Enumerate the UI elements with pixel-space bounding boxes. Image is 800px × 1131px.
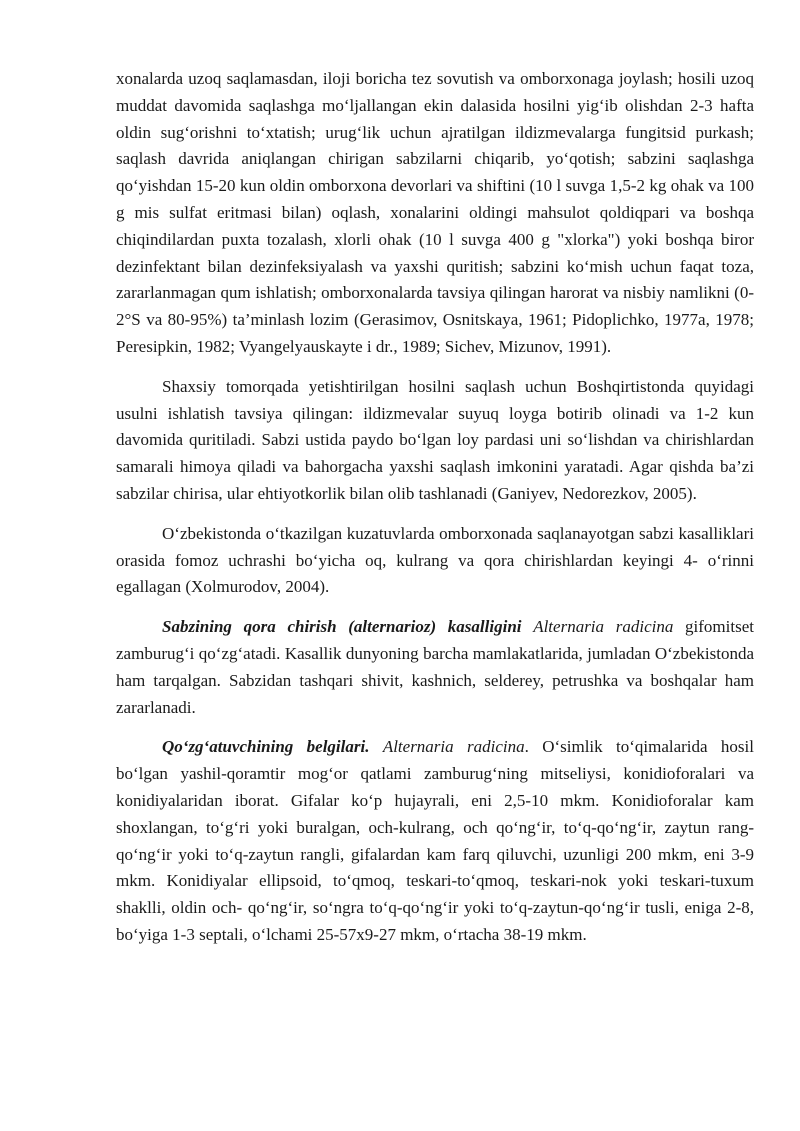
- pathogen-features-heading: Qo‘zg‘atuvchining belgilari.: [162, 737, 370, 757]
- document-page: [116, 66, 754, 962]
- paragraph-pathogen-features: [116, 734, 754, 948]
- pathogen-features-text: . O‘simlik to‘qimalarida hosil bo‘lgan yashil-qoramtir mog‘or qatlami zamburug‘ning mitseliysi, konidioforalari va konidiyalaridan iborat. Gifalar ko‘p hujayrali, eni 2,5-10 mkm. Konidioforalar kam shoxlangan, to‘g‘ri yoki buralgan, och-kulrang, och qo‘ng‘ir, to‘q-qo‘ng‘ir, zaytun rang-qo‘ng‘ir yoki to‘q-zaytun rangli, gifalardan kam farq qiluvchi, uzunligi 200 mkm, eni 3-9 mkm. Konidiyalar ellipsoid, to‘qmoq, teskari-to‘qmoq, teskari-nok yoki teskari-tuxum shaklli, oldin och- qo‘ng‘ir, so‘ngra to‘q-qo‘ng‘ir yoki to‘q-zaytun-qo‘ng‘ir tusli, eniga 2-8, bo‘yiga 1-3 septali, o‘lchami 25-57x9-27 mkm, o‘rtacha 38-19 mkm.: [116, 737, 754, 944]
- paragraph-black-rot: [116, 614, 754, 721]
- black-rot-latin-name: Alternaria radicina: [533, 617, 674, 637]
- paragraph-bashkortostan-method: Shaxsiy tomorqada yetishtirilgan hosilni saqlash uchun Boshqirtistonda quyidagi usulni ishlatish tavsiya qilingan: ildizmevalar suyuq loyga botirib olinadi va 1-2 kun davomida quritiladi. Sabzi ustida paydo bo‘lgan loy pardasi uni so‘lishdan va chirishlardan samarali himoya qiladi va bahorgacha yaxshi saqlash imkonini yaratadi. Agar qishda ba’zi sabzilar chirisa, ular ehtiyotkorlik bilan olib tashlanadi (Ganiyev, Nedorezkov, 2005).: [116, 376, 754, 503]
- paragraph-storage-measures: xonalarda uzoq saqlamasdan, iloji boricha tez sovutish va omborxonaga joylash; hosili uzoq muddat davomida saqlashga mo‘ljallangan ekin dalasida hosilni yig‘ib olishdan 2-3 hafta oldin sug‘orishni to‘xtatish; urug‘lik uchun ajratilgan ildizmevalarga fungitsid purkash; saqlash davrida aniqlangan chirigan sabzilarni chiqarib, yo‘qotish; sabzini saqlashga qo‘yishdan 15-20 kun oldin omborxona devorlari va shiftini (10 l suvga 1,5-2 kg ohak va 100 g mis sulfat eritmasi bilan) oqlash, xonalarini oldingi mahsulot qoldiqpari va boshqa chiqindilardan puxta tozalash, xlorli ohak (10 l suvga 400 g "xlorka") yoki boshqa biror dezinfektant bilan dezinfeksiyalash va yaxshi quritish; sabzini ko‘mish uchun faqat toza, zararlanmagan qum ishlatish; omborxonalarda tavsiya qilingan harorat va nisbiy namlikni (0-2°S va 80-95%) ta’minlash lozim (Gerasimov, Osnitskaya, 1961; Pidoplichko, 1977a, 1978; Peresipkin, 1982; Vyangelyauskayte i dr., 1989; Sichev, Mizunov, 1991).: [116, 69, 754, 356]
- paragraph-uzbekistan-observations: O‘zbekistonda o‘tkazilgan kuzatuvlarda omborxonada saqlanayotgan sabzi kasalliklari orasida fomoz uchrashi bo‘yicha oq, kulrang va qora chirishlardan keyingi 4- o‘rinni egallagan (Xolmurodov, 2004).: [116, 523, 754, 597]
- black-rot-text: gifomitset zamburug‘i qo‘zg‘atadi. Kasallik dunyoning barcha mamlakatlarida, jumladan O‘zbekistonda ham tarqalgan. Sabzidan tashqari shivit, kashnich, selderey, petrushka va boshqalar ham zararlanadi.: [116, 617, 754, 717]
- pathogen-latin-name: Alternaria radicina: [382, 737, 525, 757]
- black-rot-heading: Sabzining qora chirish (alternarioz) kasalligini: [162, 617, 522, 637]
